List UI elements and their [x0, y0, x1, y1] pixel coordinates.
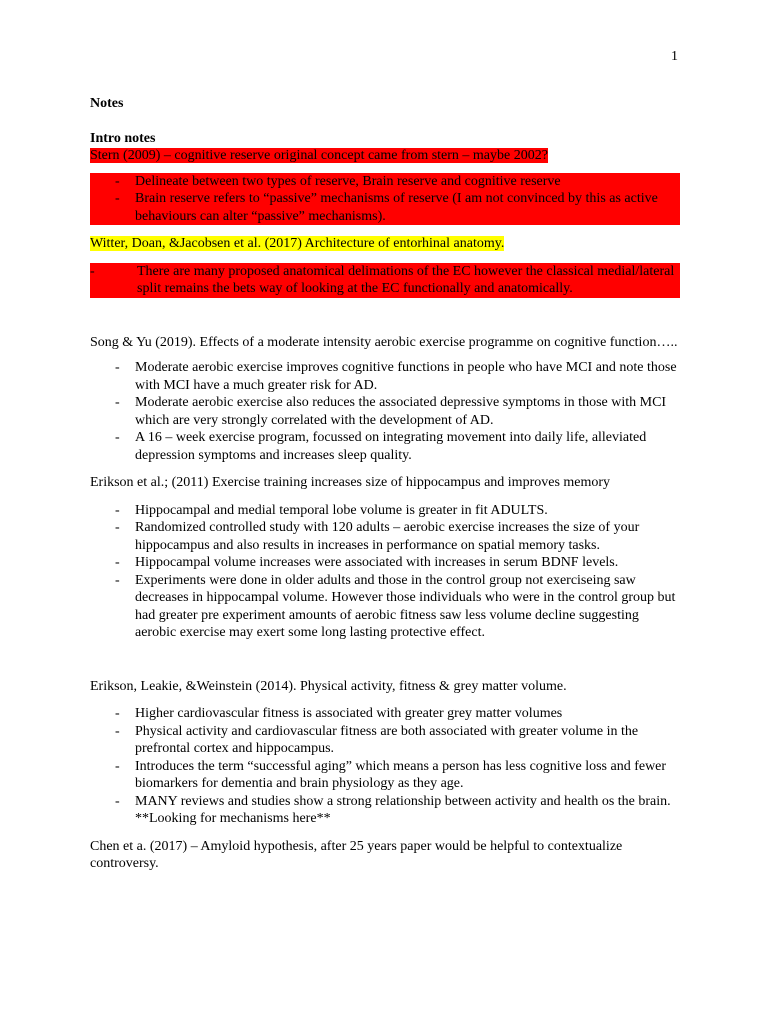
page-number: 1 — [671, 49, 678, 64]
bullet-dash: - — [115, 520, 120, 535]
bullet-text: MANY reviews and studies show a strong relationship between activity and health os the brain. **Looking for mechanisms here** — [135, 793, 671, 826]
witter-reference — [90, 235, 680, 253]
bullet-text: Hippocampal and medial temporal lobe volume is greater in fit ADULTS. — [135, 502, 548, 518]
erikson-2011-bullets — [90, 502, 680, 642]
bullet-text: Introduces the term “successful aging” which means a person has less cognitive loss and fewer biomarkers for dementia and brain physiology as they age. — [135, 758, 667, 791]
bullet-dash: - — [115, 360, 120, 375]
bullet-dash: - — [115, 723, 120, 739]
bullet-dash: - — [115, 502, 120, 518]
bullet-text: Delineate between two types of reserve, Brain reserve and cognitive reserve — [135, 173, 561, 189]
document-body — [90, 95, 680, 873]
bullet-text: Moderate aerobic exercise also reduces the associated depressive symptoms in those with MCI which are very strongly correlated with the development of AD. — [135, 395, 667, 428]
bullet-dash: - — [115, 173, 120, 189]
list-item — [90, 554, 680, 572]
intro-heading: Intro notes — [90, 130, 156, 146]
bullet-dash: - — [115, 430, 120, 445]
bullet-text: There are many proposed anatomical delimations of the EC however the classical medial/lateral split remains the bets way of looking at the EC functionally and anatomically. — [137, 263, 675, 296]
list-item — [90, 429, 680, 464]
bullet-text: Moderate aerobic exercise improves cognitive functions in people who have MCI and note those with MCI have a much greater risk for AD. — [135, 360, 677, 393]
list-item — [90, 723, 680, 758]
bullet-dash: - — [115, 191, 120, 206]
list-item — [90, 359, 680, 394]
stern-reference — [90, 147, 680, 165]
bullet-text: Randomized controlled study with 120 adults – aerobic exercise increases the size of your hippocampus and also results in increases in performance on spatial memory tasks. — [135, 520, 640, 553]
stern-line: Stern (2009) – cognitive reserve original concept came from stern – maybe 2002? — [90, 148, 548, 163]
bullet-dash: - — [115, 706, 120, 721]
bullet-dash: - — [115, 555, 120, 570]
song-reference: Song & Yu (2019). Effects of a moderate intensity aerobic exercise programme on cognitive function….. — [90, 334, 678, 350]
bullet-dash: - — [115, 395, 120, 410]
list-item — [90, 758, 680, 793]
list-item — [90, 705, 680, 723]
song-bullets — [90, 359, 680, 464]
list-item — [90, 572, 680, 642]
notes-title: Notes — [90, 96, 124, 111]
bullet-dash: - — [115, 758, 120, 774]
list-item — [90, 793, 680, 828]
erikson-2014-bullets — [90, 705, 680, 828]
list-item — [90, 394, 680, 429]
erikson-2011-reference: Erikson et al.; (2011) Exercise training increases size of hippocampus and improves memory — [90, 475, 611, 490]
witter-line: Witter, Doan, &Jacobsen et al. (2017) Architecture of entorhinal anatomy. — [90, 236, 505, 251]
bullet-text: A 16 – week exercise program, focussed on integrating movement into daily life, alleviated depression symptoms and increases sleep quality. — [135, 430, 647, 463]
list-item — [90, 502, 680, 520]
erikson-2014-reference: Erikson, Leakie, &Weinstein (2014). Physical activity, fitness & grey matter volume. — [90, 678, 567, 694]
bullet-dash: - — [90, 263, 95, 279]
bullet-text: Experiments were done in older adults and those in the control group not exerciseing saw decreases in hippocampal volume. However those individuals who were in the control group but had greater pre experiment amounts of aerobic fitness saw less volume decline suggesting aerobic exercise may exert some long lasting protective effect. — [135, 572, 676, 640]
bullet-text: Physical activity and cardiovascular fitness are both associated with greater volume in the prefrontal cortex and hippocampus. — [135, 723, 639, 756]
witter-bullet — [90, 263, 680, 298]
bullet-text: Brain reserve refers to “passive” mechanisms of reserve (I am not convinced by this as active behaviours can alter “passive” mechanisms). — [135, 191, 658, 224]
bullet-text: Hippocampal volume increases were associated with increases in serum BDNF levels. — [135, 555, 619, 570]
list-item — [90, 173, 680, 191]
bullet-dash: - — [115, 793, 120, 809]
list-item — [90, 190, 680, 225]
chen-reference: Chen et a. (2017) – Amyloid hypothesis, after 25 years paper would be helpful to contextualize controversy. — [90, 838, 623, 871]
stern-bullets — [90, 173, 680, 226]
bullet-text: Higher cardiovascular fitness is associated with greater grey matter volumes — [135, 706, 563, 721]
list-item — [90, 519, 680, 554]
bullet-dash: - — [115, 572, 120, 588]
